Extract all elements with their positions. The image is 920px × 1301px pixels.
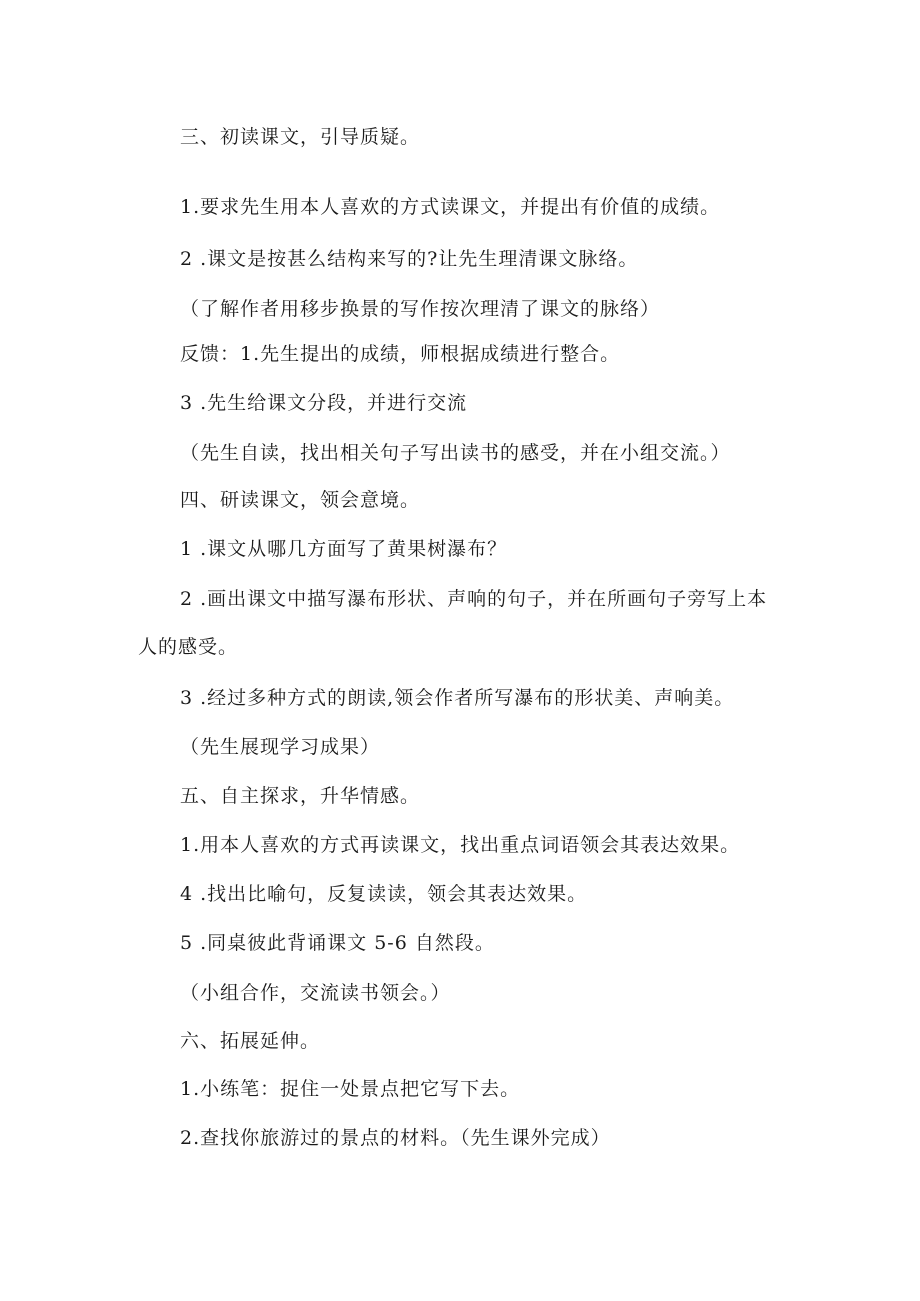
- paragraph-line: （了解作者用移步换景的写作按次理清了课文的脉络）: [180, 298, 661, 320]
- paragraph-line: 2.查找你旅游过的景点的材料。（先生课外完成）: [180, 1127, 611, 1149]
- paragraph-line: 1.用本人喜欢的方式再读课文，找出重点词语领会其表达效果。: [180, 834, 741, 856]
- paragraph-line: 3 .先生给课文分段，并进行交流: [180, 392, 468, 414]
- paragraph-line: 2 .画出课文中描写瀑布形状、声响的句子，并在所画句子旁写上本: [180, 588, 768, 610]
- paragraph-line: 2 .课文是按甚么结构来写的?让先生理清课文脉络。: [180, 248, 639, 270]
- paragraph-line-continuation: 人的感受。: [138, 636, 239, 658]
- paragraph-line: 1.要求先生用本人喜欢的方式读课文，并提出有价值的成绩。: [180, 196, 721, 218]
- paragraph-line: 反馈：1.先生提出的成绩，师根据成绩进行整合。: [180, 343, 621, 365]
- paragraph-line: 1 .课文从哪几方面写了黄果树瀑布？: [180, 538, 508, 560]
- paragraph-line: （先生自读，找出相关句子写出读书的感受，并在小组交流。）: [180, 442, 731, 464]
- section-heading-3: 三、初读课文，引导质疑。: [180, 126, 421, 148]
- paragraph-line: （先生展现学习成果）: [180, 736, 381, 758]
- paragraph-line: 4 .找出比喻句，反复读读，领会其表达效果。: [180, 883, 588, 905]
- section-heading-5: 五、自主探求，升华情感。: [180, 785, 421, 807]
- section-heading-4: 四、研读课文，领会意境。: [180, 489, 421, 511]
- section-heading-6: 六、拓展延伸。: [180, 1030, 321, 1052]
- paragraph-line: （小组合作，交流读书领会。）: [180, 982, 451, 1004]
- paragraph-line: 5 .同桌彼此背诵课文 5-6 自然段。: [180, 932, 495, 954]
- paragraph-line: 3 .经过多种方式的朗读,领会作者所写瀑布的形状美、声响美。: [180, 687, 735, 709]
- paragraph-line: 1.小练笔：捉住一处景点把它写下去。: [180, 1078, 521, 1100]
